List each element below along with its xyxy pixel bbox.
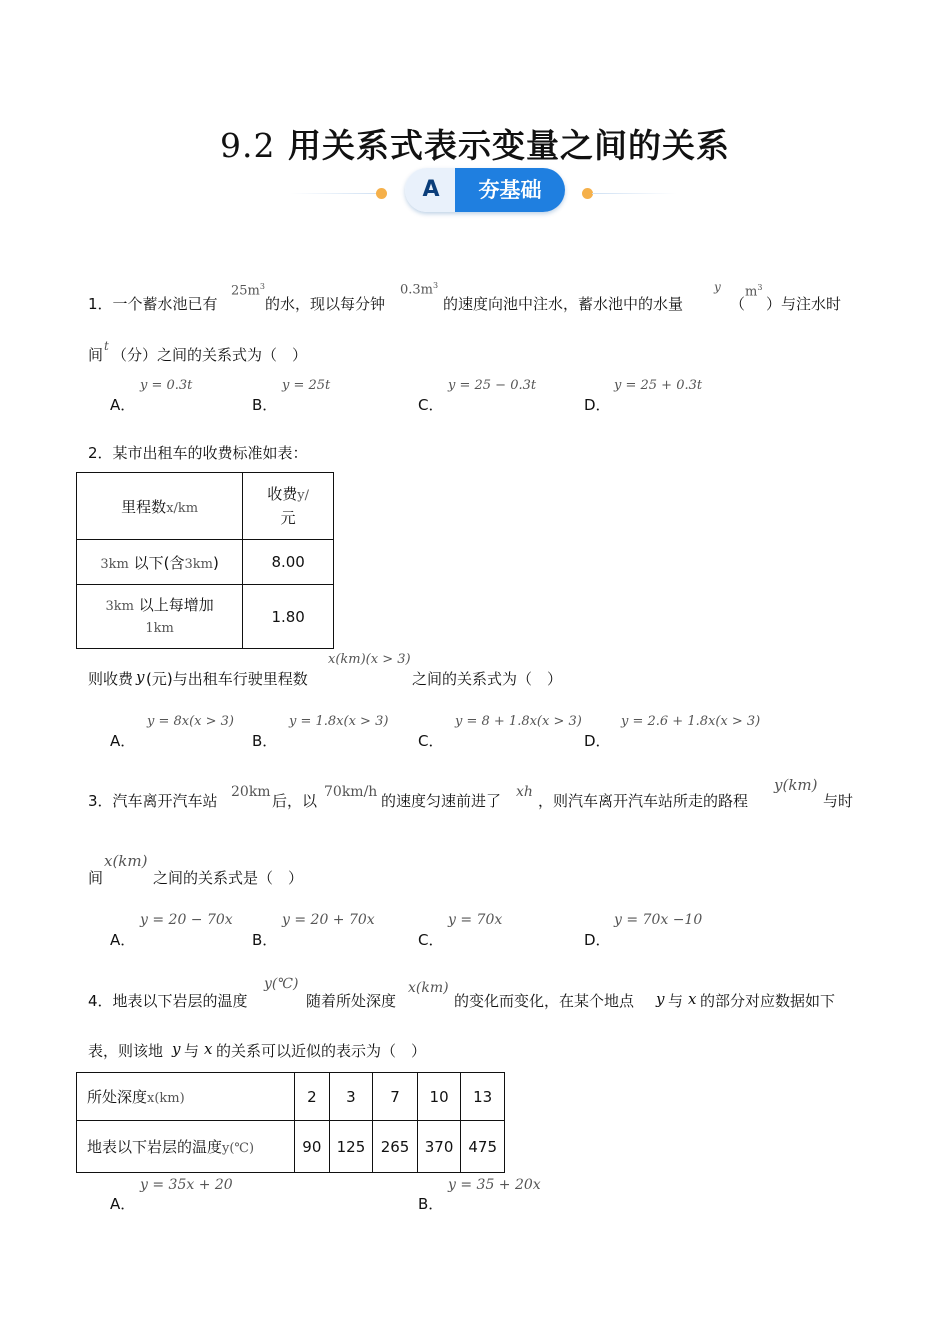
q1-text-f: （分）之间的关系式为（ ）	[112, 346, 308, 364]
temp-table-temp-cell: 90	[295, 1121, 330, 1173]
q3-text-b: 后，以	[272, 792, 318, 810]
q4-var-x2: x	[204, 1040, 213, 1058]
q3-option-d-math: y = 70x −10	[614, 912, 703, 928]
fare-row-base-text: 以下(含	[133, 553, 185, 572]
q1-math-volume-base: 25m	[231, 283, 260, 299]
q1-text-a: 1．一个蓄水池已有	[88, 295, 218, 313]
temp-table-depth-cell: 13	[461, 1073, 505, 1121]
q3-text-e: 与时	[823, 792, 854, 810]
temp-table-row-temp	[77, 1121, 505, 1173]
q2-stem-y: y	[136, 668, 145, 686]
q4-var-y2: y	[172, 1040, 181, 1058]
header-dot-left	[376, 188, 387, 199]
temp-table-temp-cell: 370	[417, 1121, 461, 1173]
temp-table-temp-cell: 265	[373, 1121, 418, 1173]
q1-text-e: 间	[88, 346, 104, 364]
q1-option-d-label[interactable]: D．	[584, 396, 611, 414]
q4-var-x: x	[688, 990, 697, 1008]
q4-text-c: 的变化而变化，在某个地点	[454, 992, 635, 1010]
section-number: 9.2	[220, 126, 276, 165]
q1-math-rate-base: 0.3m	[400, 282, 434, 298]
q1-math-unit-base: m	[745, 284, 758, 300]
badge-letter: A	[405, 168, 457, 212]
q4-text-and2: 与	[184, 1042, 200, 1060]
q3-math-distance: 20km	[231, 784, 271, 800]
q1-math-unit	[745, 283, 762, 299]
q2-option-a-math: y = 8x(x > 3)	[147, 714, 235, 729]
temp-table-temp-unit: y(℃)	[222, 1141, 255, 1156]
q2-option-c-math: y = 8 + 1.8x(x > 3)	[455, 714, 582, 729]
q1-option-a-math: y = 0.3t	[140, 378, 193, 393]
fare-row-base-m1: 3km	[100, 556, 129, 572]
q1-option-a-label[interactable]: A．	[110, 396, 136, 414]
q4-text-e: 表，则该地	[88, 1042, 164, 1060]
q1-option-b-label[interactable]: B．	[252, 396, 278, 414]
temp-table-depth-label	[77, 1073, 295, 1121]
q1-math-t: t	[104, 339, 109, 353]
temp-table-temp-cell: 125	[329, 1121, 373, 1173]
q4-math-depth: x(km)	[408, 980, 449, 996]
q3-option-a-label[interactable]: A．	[110, 931, 136, 949]
q4-math-temp: y(℃)	[264, 976, 299, 992]
fare-header-fee-text: 收费	[267, 485, 298, 503]
q1-paren-left: （	[730, 295, 746, 313]
fare-row-extra-label	[77, 585, 243, 649]
q2-option-b-math: y = 1.8x(x > 3)	[289, 714, 389, 729]
q4-var-y: y	[656, 990, 665, 1008]
q2-option-d-label[interactable]: D．	[584, 732, 611, 750]
fare-row-base	[77, 540, 334, 585]
temp-table-depth-cell: 2	[295, 1073, 330, 1121]
q1-math-volume-exp: 3	[259, 282, 265, 291]
q1-text-b: 的水，现以每分钟	[265, 295, 386, 313]
fare-row-base-value: 8.00	[243, 540, 334, 585]
fare-row-base-label	[77, 540, 243, 585]
q4-text-d: 的部分对应数据如下	[700, 992, 836, 1010]
fare-table-header	[77, 473, 334, 540]
q1-math-volume	[231, 282, 265, 298]
q3-option-c-math: y = 70x	[448, 912, 503, 928]
temp-table-depth-unit: x(km)	[147, 1091, 185, 1106]
q4-text-and: 与	[668, 992, 684, 1010]
q3-math-time: xh	[516, 784, 533, 800]
q2-intro: 2．某市出租车的收费标准如表：	[88, 444, 308, 462]
fare-header-distance-unit: x/km	[166, 500, 199, 516]
q4-option-a-math: y = 35x + 20	[140, 1177, 233, 1193]
temp-table-row-depth	[77, 1073, 505, 1121]
fare-row-extra-text: 以上每增加	[138, 595, 214, 614]
q1-text-d: ）与注水时	[766, 295, 842, 313]
fare-row-base-close: )	[213, 553, 219, 572]
q2-option-a-label[interactable]: A．	[110, 732, 136, 750]
q2-option-c-label[interactable]: C．	[418, 732, 444, 750]
fare-row-extra-m2: 1km	[145, 620, 174, 636]
level-badge	[405, 168, 565, 212]
fare-row-extra-m1: 3km	[105, 598, 134, 614]
fare-header-fee-var: y/	[297, 488, 310, 503]
q3-math-speed: 70km/h	[324, 784, 378, 800]
temp-table-depth-cell: 10	[417, 1073, 461, 1121]
q2-stem-b: (元)与出租车行驶里程数	[146, 670, 308, 688]
badge-label: 夯基础	[455, 168, 565, 212]
q4-option-b-label[interactable]: B．	[418, 1195, 444, 1213]
fare-header-distance	[77, 473, 243, 540]
q1-option-c-math: y = 25 − 0.3t	[448, 378, 537, 393]
q1-math-unit-exp: 3	[757, 283, 763, 292]
q3-math-path: y(km)	[774, 776, 818, 794]
q2-stem-c: 之间的关系式为（ ）	[412, 670, 563, 688]
fare-row-base-m2: 3km	[184, 556, 214, 572]
temperature-table	[76, 1072, 505, 1173]
q3-text-f: 间	[88, 869, 104, 887]
q2-stem-math: x(km)(x > 3)	[328, 652, 411, 667]
q1-math-rate	[400, 281, 438, 297]
q2-stem-a: 则收费	[88, 670, 134, 688]
q4-option-a-label[interactable]: A．	[110, 1195, 136, 1213]
q2-option-d-math: y = 2.6 + 1.8x(x > 3)	[621, 714, 761, 729]
fare-table	[76, 472, 334, 649]
q3-option-d-label[interactable]: D．	[584, 931, 611, 949]
fare-header-distance-text: 里程数	[121, 497, 167, 516]
q4-option-b-math: y = 35 + 20x	[448, 1177, 541, 1193]
temp-table-temp-text: 地表以下岩层的温度	[87, 1138, 223, 1156]
q3-math-x: x(km)	[104, 852, 148, 870]
q1-option-b-math: y = 25t	[282, 378, 331, 393]
q4-text-a: 4．地表以下岩层的温度	[88, 992, 248, 1010]
fare-row-extra	[77, 585, 334, 649]
header-line-left	[290, 193, 380, 194]
q3-option-a-math: y = 20 − 70x	[140, 912, 233, 928]
q4-text-f: 的关系可以近似的表示为（ ）	[216, 1042, 427, 1060]
page-title	[0, 120, 950, 167]
section-title: 用关系式表示变量之间的关系	[287, 126, 730, 165]
q3-text-a: 3．汽车离开汽车站	[88, 792, 218, 810]
temp-table-temp-label	[77, 1121, 295, 1173]
q3-option-c-label[interactable]: C．	[418, 931, 444, 949]
temp-table-depth-cell: 7	[373, 1073, 418, 1121]
header-line-right	[592, 193, 677, 194]
q1-math-y: y	[714, 280, 721, 294]
temp-table-depth-text: 所处深度	[87, 1088, 148, 1106]
fare-row-extra-value: 1.80	[243, 585, 334, 649]
q2-option-b-label[interactable]: B．	[252, 732, 278, 750]
q4-text-b: 随着所处深度	[306, 992, 397, 1010]
q1-math-rate-exp: 3	[433, 281, 439, 290]
fare-header-fee	[243, 473, 334, 540]
q1-text-c: 的速度向池中注水，蓄水池中的水量	[443, 295, 684, 313]
q3-option-b-label[interactable]: B．	[252, 931, 278, 949]
temp-table-depth-cell: 3	[329, 1073, 373, 1121]
fare-header-fee-unit: 元	[280, 509, 296, 527]
q3-option-b-math: y = 20 + 70x	[282, 912, 375, 928]
q3-text-d: ，则汽车离开汽车站所走的路程	[538, 792, 749, 810]
q3-text-c: 的速度匀速前进了	[381, 792, 502, 810]
temp-table-temp-cell: 475	[461, 1121, 505, 1173]
q1-option-c-label[interactable]: C．	[418, 396, 444, 414]
q3-text-g: 之间的关系式是（ ）	[153, 869, 304, 887]
q1-option-d-math: y = 25 + 0.3t	[614, 378, 703, 393]
